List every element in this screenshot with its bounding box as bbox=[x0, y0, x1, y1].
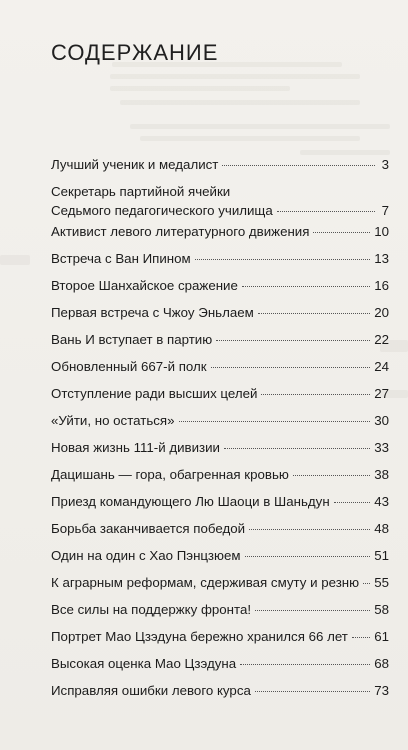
leader-dots bbox=[261, 393, 370, 395]
leader-dots bbox=[255, 609, 370, 611]
toc-entry-page: 58 bbox=[374, 602, 389, 617]
toc-entry-page: 73 bbox=[374, 683, 389, 698]
toc-entry[interactable] bbox=[51, 413, 389, 429]
toc-entry[interactable] bbox=[51, 305, 389, 321]
toc-entry-title: Седьмого педагогического училища bbox=[51, 203, 273, 218]
leader-dots bbox=[255, 690, 370, 692]
toc-entry-page: 20 bbox=[374, 305, 389, 320]
toc-entry-title: «Уйти, но остаться» bbox=[51, 413, 175, 428]
leader-dots bbox=[242, 285, 370, 287]
toc-entry-page: 43 bbox=[374, 494, 389, 509]
leader-dots bbox=[179, 420, 371, 422]
toc-entry[interactable] bbox=[51, 184, 389, 219]
toc-entry-page: 13 bbox=[374, 251, 389, 266]
toc-entry-page: 55 bbox=[374, 575, 389, 590]
toc-entry-title: Исправляя ошибки левого курса bbox=[51, 683, 251, 698]
toc-entry-title: Встреча с Ван Ипином bbox=[51, 251, 191, 266]
toc-entry-page: 16 bbox=[374, 278, 389, 293]
toc-entry-title: Борьба заканчивается победой bbox=[51, 521, 246, 536]
toc-entry-page: 3 bbox=[381, 157, 389, 172]
toc-entry-page: 22 bbox=[374, 332, 389, 347]
toc-entry-page: 51 bbox=[374, 548, 389, 563]
toc-entry-title: Портрет Мао Цзэдуна бережно хранился 66 лет bbox=[51, 629, 348, 644]
toc-entry-page: 24 bbox=[374, 359, 389, 374]
toc-entry-page: 38 bbox=[374, 467, 389, 482]
toc-entry-page: 48 bbox=[374, 521, 389, 536]
toc-entry-title: Первая встреча с Чжоу Эньлаем bbox=[51, 305, 254, 320]
leader-dots bbox=[352, 636, 370, 638]
toc-entry-page: 30 bbox=[374, 413, 389, 428]
leader-dots bbox=[277, 210, 375, 212]
toc-entry-title: Обновленный 667-й полк bbox=[51, 359, 207, 374]
leader-dots bbox=[195, 258, 371, 260]
toc-entry-title: К аграрным реформам, сдерживая смуту и резню bbox=[51, 575, 360, 590]
leader-dots bbox=[224, 447, 370, 449]
toc-entry[interactable] bbox=[51, 251, 389, 267]
toc-entry-page: 10 bbox=[374, 224, 389, 239]
toc-entry-title: Активист левого литературного движения bbox=[51, 224, 310, 239]
leader-dots bbox=[216, 339, 370, 341]
leader-dots bbox=[258, 312, 370, 314]
page-title: СОДЕРЖАНИЕ bbox=[51, 40, 219, 65]
toc-entry[interactable] bbox=[51, 278, 389, 294]
leader-dots bbox=[222, 164, 375, 166]
toc-entry[interactable] bbox=[51, 386, 389, 402]
toc-entry-title: Вань И вступает в партию bbox=[51, 332, 213, 347]
leader-dots bbox=[211, 366, 371, 368]
toc-entry-title: Второе Шанхайское сражение bbox=[51, 278, 238, 293]
leader-dots bbox=[249, 528, 370, 530]
leader-dots bbox=[240, 663, 370, 665]
toc-entry[interactable] bbox=[51, 157, 389, 173]
toc-entry[interactable] bbox=[51, 575, 389, 591]
toc-entry[interactable] bbox=[51, 521, 389, 537]
toc-entry[interactable] bbox=[51, 224, 389, 240]
toc-entry-title-line1: Секретарь партийной ячейки bbox=[51, 184, 231, 199]
toc-entry-title: Один на один с Хао Пэнцзюем bbox=[51, 548, 241, 563]
toc-entry[interactable] bbox=[51, 332, 389, 348]
toc-entry[interactable] bbox=[51, 629, 389, 645]
toc-entry-page: 61 bbox=[374, 629, 389, 644]
toc-entry-title: Приезд командующего Лю Шаоци в Шаньдун bbox=[51, 494, 330, 509]
toc-entry-title: Дацишань — гора, обагренная кровью bbox=[51, 467, 289, 482]
toc-entry[interactable] bbox=[51, 359, 389, 375]
toc-entry-title: Высокая оценка Мао Цзэдуна bbox=[51, 656, 237, 671]
leader-dots bbox=[245, 555, 371, 557]
leader-dots bbox=[363, 582, 370, 584]
toc-entry[interactable] bbox=[51, 494, 389, 510]
leader-dots bbox=[334, 501, 371, 503]
leader-dots bbox=[313, 231, 370, 233]
toc-entry-title: Все силы на поддержку фронта! bbox=[51, 602, 252, 617]
toc-entry[interactable] bbox=[51, 467, 389, 483]
leader-dots bbox=[293, 474, 370, 476]
toc-entry-page: 27 bbox=[374, 386, 389, 401]
toc-entry-title: Лучший ученик и медалист bbox=[51, 157, 219, 172]
toc-entry[interactable] bbox=[51, 440, 389, 456]
toc-entry[interactable] bbox=[51, 548, 389, 564]
toc-entry-page: 33 bbox=[374, 440, 389, 455]
toc-entry-title: Отступление ради высших целей bbox=[51, 386, 258, 401]
toc-entry-page: 68 bbox=[374, 656, 389, 671]
toc-entry[interactable] bbox=[51, 683, 389, 699]
toc-entry[interactable] bbox=[51, 656, 389, 672]
toc-entry[interactable] bbox=[51, 602, 389, 618]
toc-entry-page: 7 bbox=[381, 203, 389, 218]
toc-entry-title: Новая жизнь 111-й дивизии bbox=[51, 440, 220, 455]
